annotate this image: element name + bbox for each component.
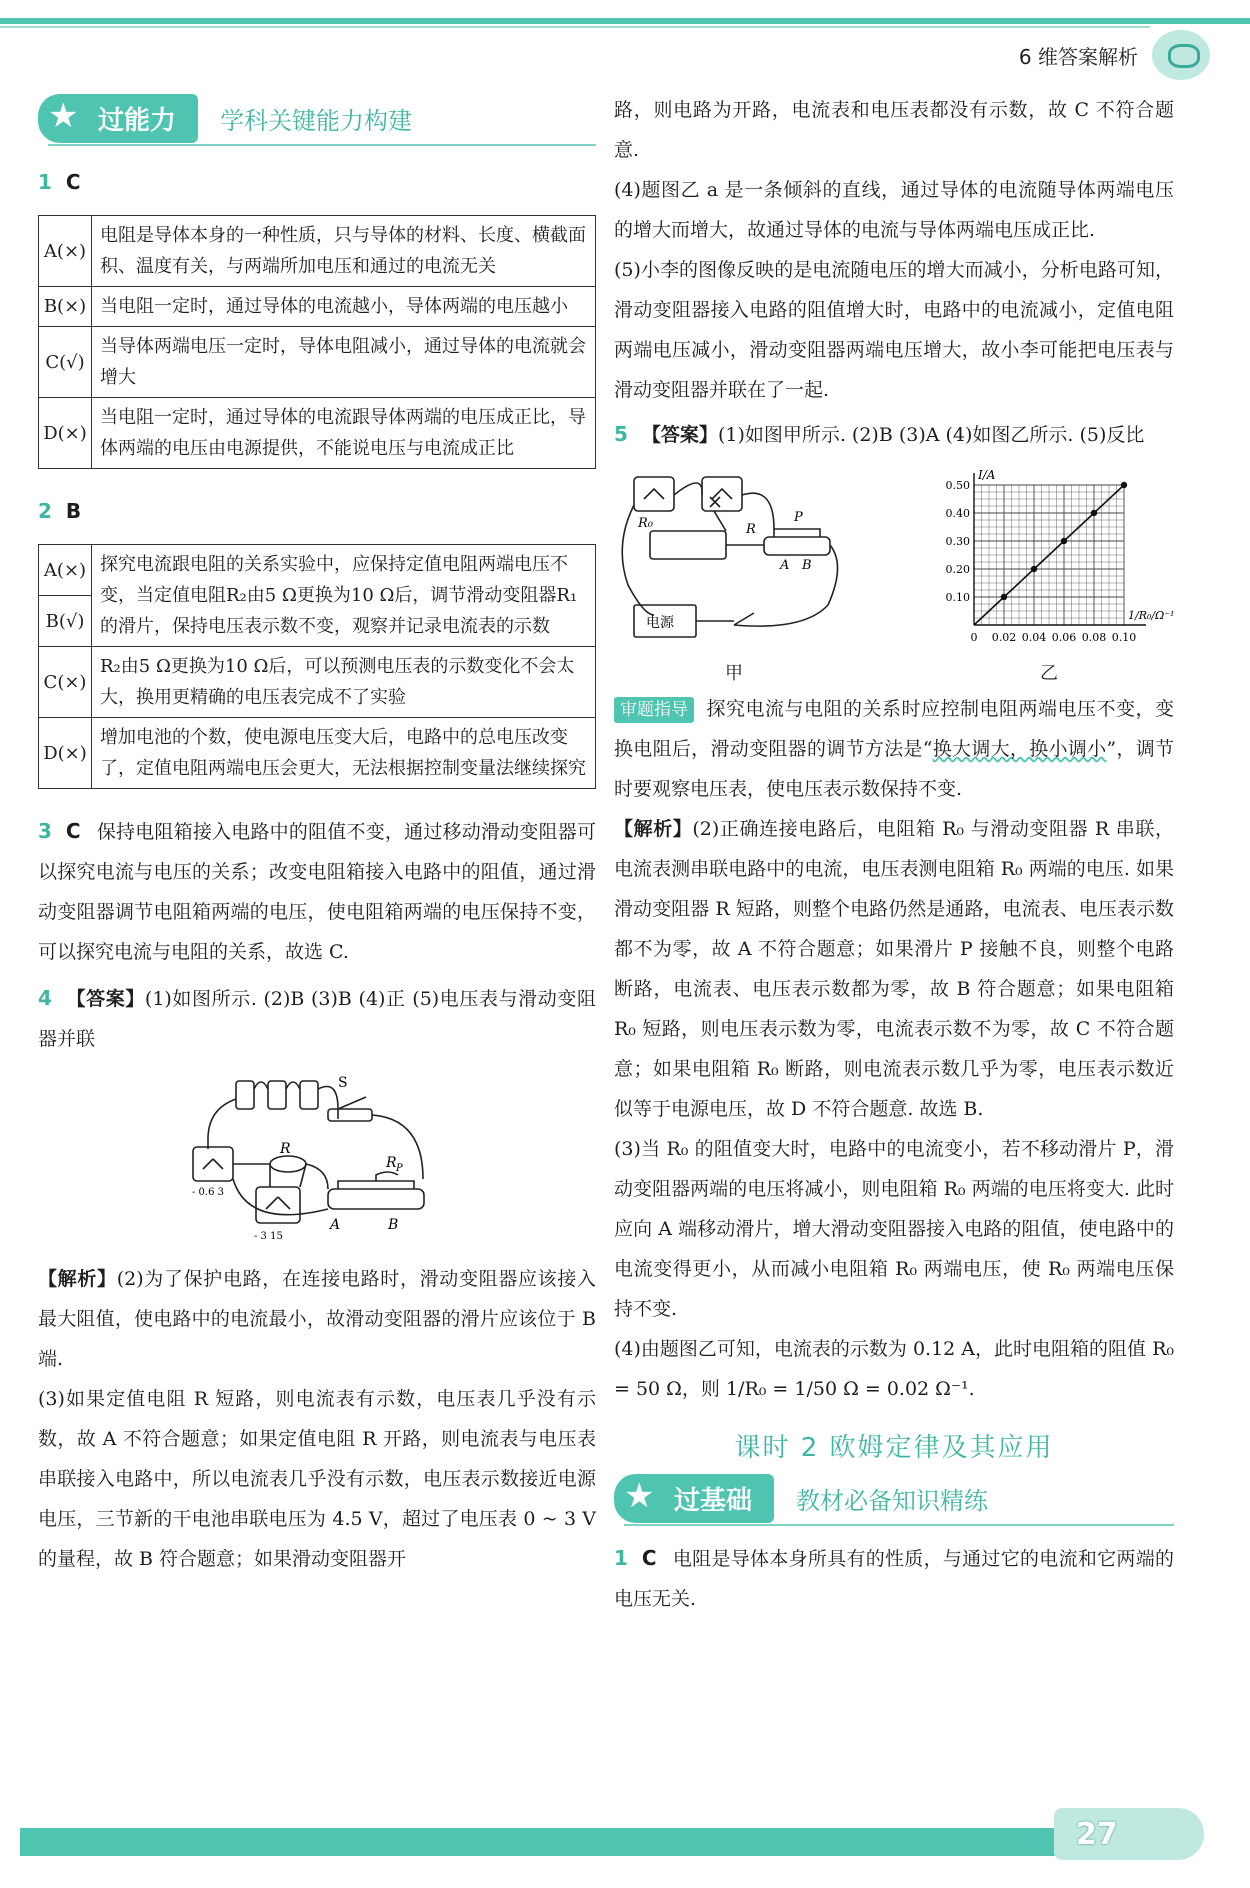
page-number: 27 (1076, 1816, 1118, 1852)
x-axis-label: 1/R₀/Ω⁻¹ (1128, 609, 1174, 622)
option-label: B(√) (39, 596, 92, 647)
table-row (39, 718, 596, 789)
rheostat-label: R (386, 1155, 397, 1171)
q5-analysis-3: (4)由题图乙可知，电流表的示数为 0.12 A，此时电阻箱的阻值 R₀ = 50 Ω，则 1/R₀ = 1/50 Ω = 0.02 Ω⁻¹. (614, 1338, 1174, 1400)
answer-tag: 【答案】 (65, 988, 145, 1010)
section-badge-label: 过基础 (674, 1485, 753, 1516)
ammeter-icon (702, 477, 742, 511)
left-column (38, 90, 596, 1579)
voltmeter-icon (256, 1187, 300, 1223)
question-answer: C (65, 819, 81, 843)
resistor-icon (270, 1156, 306, 1172)
q4-analysis-cont: 路，则电路为开路，电流表和电压表都没有示数，故 C 不符合题意. (614, 99, 1174, 161)
analysis-tag: 【解析】 (38, 1268, 117, 1290)
option-text: 探究电流跟电阻的关系实验中，应保持定值电阻两端电压不变，当定值电阻R₂由5 Ω更换为10 Ω后，调节滑动变阻器R₁的滑片，保持电压表示数不变，观察并记录电流表的示数 (92, 545, 596, 647)
question-answer: B (65, 499, 82, 523)
question-text: 保持电阻箱接入电路中的阻值不变，通过移动滑动变阻器可以探究电流与电压的关系；改变电阻箱接入电路中的阻值，通过滑动变阻器调节电阻箱两端的电压，使电阻箱两端的电压保持不变，可以探究电流与电阻的关系，故选 C. (38, 821, 596, 963)
y-tick-label: 0.10 (945, 591, 970, 604)
figure-caption-yi: 乙 (1040, 663, 1058, 684)
q5-figures (614, 465, 1174, 685)
slider-label: P (794, 510, 803, 525)
option-label: D(×) (39, 398, 92, 469)
q4-analysis-2: (3)如果定值电阻 R 短路，则电流表有示数，电压表几乎没有示数，故 A 不符合题意；如果定值电阻 R 开路，则电流表与电压表串联接入电路中，所以电流表几乎没有示数，电压表示数接近电源电压，三节新的干电池串联电压为 4.5 V，超过了电压表 0 ~ 3 V 的量程，故 B 符合题意；如果滑动变阻器开 (38, 1388, 596, 1570)
x-tick-label: 0.06 (1051, 631, 1077, 644)
answer-tag: 【答案】 (641, 424, 718, 446)
rheostat-icon (764, 537, 830, 555)
q4-analysis-1 (38, 1259, 596, 1379)
rheostat-label: R (746, 522, 756, 537)
section-badge-label: 过能力 (98, 105, 177, 136)
q2-option-table (38, 544, 596, 789)
rheostat-icon (328, 1189, 424, 1209)
top-accent-bar (0, 18, 1250, 24)
question-4 (38, 978, 596, 1059)
switch-icon (328, 1109, 372, 1121)
rheostat-label-sub: P (396, 1163, 403, 1174)
option-label: A(×) (39, 216, 92, 287)
question-number: 1 (38, 170, 52, 194)
analysis-tag: 【解析】 (614, 818, 693, 840)
guide-text-em: 换大调大，换小调小 (932, 738, 1107, 760)
y-tick-label: 0.40 (945, 507, 970, 520)
section-header-basics (614, 1470, 1174, 1526)
q5-guide (614, 689, 1174, 809)
option-label: C(√) (39, 327, 92, 398)
page-number-badge (1054, 1808, 1204, 1860)
data-point (1001, 594, 1007, 600)
q1-option-table (38, 215, 596, 469)
battery-icon (268, 1081, 286, 1109)
question-number: 3 (38, 819, 52, 843)
voltmeter-icon (634, 477, 674, 511)
footer-bar (20, 1828, 1120, 1856)
analysis-text: (2)正确连接电路后，电阻箱 R₀ 与滑动变阻器 R 串联，电流表测串联电路中的电流，电压表测电阻箱 R₀ 两端的电压. 如果滑动变阻器 R 短路，则整个电路仍然是通路，电流表、电压表示数都不为零，故 A 不符合题意；如果滑片 P 接触不良，则整个电路断路，电流表、电压表示数都为零，故 B 符合题意；如果电阻箱 R₀ 短路，则电压表示数为零，电流表示数不为零，故 C 不符合题意；如果电阻箱 R₀ 断路，则电流表示数几乎为零，电压表示数近似等于电源电压，故 D 不符合题意. 故选 B. (614, 818, 1174, 1120)
header-title: 6 维答案解析 (1018, 44, 1138, 69)
mascot-icon (1152, 30, 1210, 80)
table-row (39, 287, 596, 327)
section-subtitle: 教材必备知识精练 (796, 1486, 989, 1515)
question-answer: C (641, 1546, 657, 1570)
power-supply-label: 电源 (646, 615, 674, 631)
terminal-a-label: A (330, 1217, 341, 1233)
table-row (39, 398, 596, 469)
answer-text: (1)如图甲所示. (2)B (3)A (4)如图乙所示. (5)反比 (717, 424, 1145, 446)
q5-analysis-2: (3)当 R₀ 的阻值变大时，电路中的电流变小，若不移动滑片 P，滑动变阻器两端的电压将减小，则电阻箱 R₀ 两端的电压将变大. 此时应向 A 端移动滑片，增大滑动变阻器接入电路的阻值，使电路中的电流变得更小，从而减小电阻箱 R₀ 两端电压，使 R₀ 两端电压保持不变. (614, 1138, 1174, 1320)
figure-yi (924, 465, 1174, 685)
question-5 (614, 414, 1174, 455)
terminal-a-label: A (780, 558, 790, 573)
terminal-b-label: B (388, 1217, 399, 1233)
voltmeter-range: - 3 15 (254, 1231, 283, 1242)
option-label: C(×) (39, 647, 92, 718)
section-badge (614, 1474, 774, 1523)
y-tick-label: 0.50 (945, 479, 970, 492)
y-tick-label: 0.30 (945, 535, 970, 548)
answer-text: (1)如图所示. (2)B (3)B (4)正 (5)电压表与滑动变阻器并联 (38, 988, 596, 1050)
q5-circuit-diagram (614, 465, 854, 655)
star-icon: ★ (624, 1475, 655, 1516)
table-row (39, 545, 596, 596)
data-point (1121, 482, 1127, 488)
question-2 (38, 491, 596, 532)
option-text: 当电阻一定时，通过导体的电流越小，导体两端的电压越小 (92, 287, 596, 327)
q5-current-chart (924, 465, 1174, 655)
question-1 (38, 162, 596, 203)
y-tick-label: 0.20 (945, 563, 970, 576)
figure-jia (614, 465, 854, 685)
guide-tag: 审题指导 (614, 697, 694, 723)
section-divider (48, 144, 596, 146)
x-tick-label: 0.02 (991, 631, 1017, 644)
q5-analysis-1 (614, 809, 1174, 1129)
option-label: A(×) (39, 545, 92, 596)
question-text: 电阻是导体本身所具有的性质，与通过它的电流和它两端的电压无关. (614, 1548, 1174, 1610)
figure-caption-jia: 甲 (725, 663, 743, 684)
option-text: 当电阻一定时，通过导体的电流跟导体两端的电压成正比，导体两端的电压由电源提供，不能说电压与电流成正比 (92, 398, 596, 469)
ammeter-range: - 0.6 3 (192, 1187, 225, 1198)
q4-circuit-diagram (188, 1069, 448, 1249)
battery-icon (300, 1081, 318, 1109)
x-tick-label: 0.04 (1021, 631, 1047, 644)
question-number: 4 (38, 986, 52, 1010)
resistance-box-icon (650, 531, 726, 559)
section-badge (38, 94, 198, 143)
option-label: D(×) (39, 718, 92, 789)
y-axis-label: I/A (978, 468, 996, 482)
analysis-text: (2)为了保护电路，在连接电路时，滑动变阻器应该接入最大阻值，使电路中的电流最小，故滑动变阻器的滑片应该位于 B 端. (38, 1268, 596, 1370)
guide-text-b: ”，调节时要观察电压表，使电压表示数保持不变. (614, 738, 1174, 800)
section-subtitle: 学科关键能力构建 (220, 106, 413, 135)
question-number: 1 (614, 1546, 628, 1570)
option-text: 增加电池的个数，使电源电压变大后，电路中的总电压改变了，定值电阻两端电压会更大，无法根据控制变量法继续探究 (92, 718, 596, 789)
question-1b (614, 1538, 1174, 1619)
q4-analysis-5: (5)小李的图像反映的是电流随电压的增大而减小，分析电路可知，滑动变阻器接入电路的阻值增大时，电路中的电流减小，定值电阻两端电压减小，滑动变阻器两端电压增大，故小李可能把电压表与滑动变阻器并联在了一起. (614, 259, 1174, 401)
option-text: R₂由5 Ω更换为10 Ω后，可以预测电压表的示数变化不会太大，换用更精确的电压表完成不了实验 (92, 647, 596, 718)
section-header-ability (38, 90, 596, 146)
right-column (614, 90, 1174, 1619)
x-tick-label: 0 (970, 631, 978, 644)
question-number: 2 (38, 499, 52, 523)
option-label: B(×) (39, 287, 92, 327)
data-point (1031, 566, 1037, 572)
r0-label: R₀ (638, 516, 653, 531)
switch-label: S (338, 1075, 348, 1091)
section-divider (624, 1524, 1174, 1526)
question-number: 5 (614, 422, 628, 446)
lesson-title: 课时 2 欧姆定律及其应用 (734, 1433, 1054, 1463)
page-header (1019, 30, 1210, 80)
data-point (1091, 510, 1097, 516)
table-row (39, 216, 596, 287)
table-row (39, 647, 596, 718)
table-row (39, 327, 596, 398)
resistor-label: R (280, 1141, 291, 1157)
x-tick-label: 0.08 (1081, 631, 1107, 644)
question-answer: C (65, 170, 81, 194)
battery-icon (236, 1081, 254, 1109)
ammeter-icon (193, 1147, 233, 1181)
x-tick-label: 0.10 (1111, 631, 1137, 644)
question-3 (38, 811, 596, 972)
option-text: 当导体两端电压一定时，导体电阻减小，通过导体的电流就会增大 (92, 327, 596, 398)
option-text: 电阻是导体本身的一种性质，只与导体的材料、长度、横截面积、温度有关，与两端所加电压和通过的电流无关 (92, 216, 596, 287)
q4-analysis-4: (4)题图乙 a 是一条倾斜的直线，通过导体的电流随导体两端电压的增大而增大，故通过导体的电流与导体两端电压成正比. (614, 179, 1174, 241)
data-point (1061, 538, 1067, 544)
terminal-b-label: B (802, 558, 812, 573)
guide-text-a: 探究电流与电阻的关系时应控制电阻两端电压不变，变换电阻后，滑动变阻器的调节方法是“ (614, 698, 1174, 760)
star-icon: ★ (48, 95, 79, 136)
top-accent-line (0, 26, 1150, 28)
